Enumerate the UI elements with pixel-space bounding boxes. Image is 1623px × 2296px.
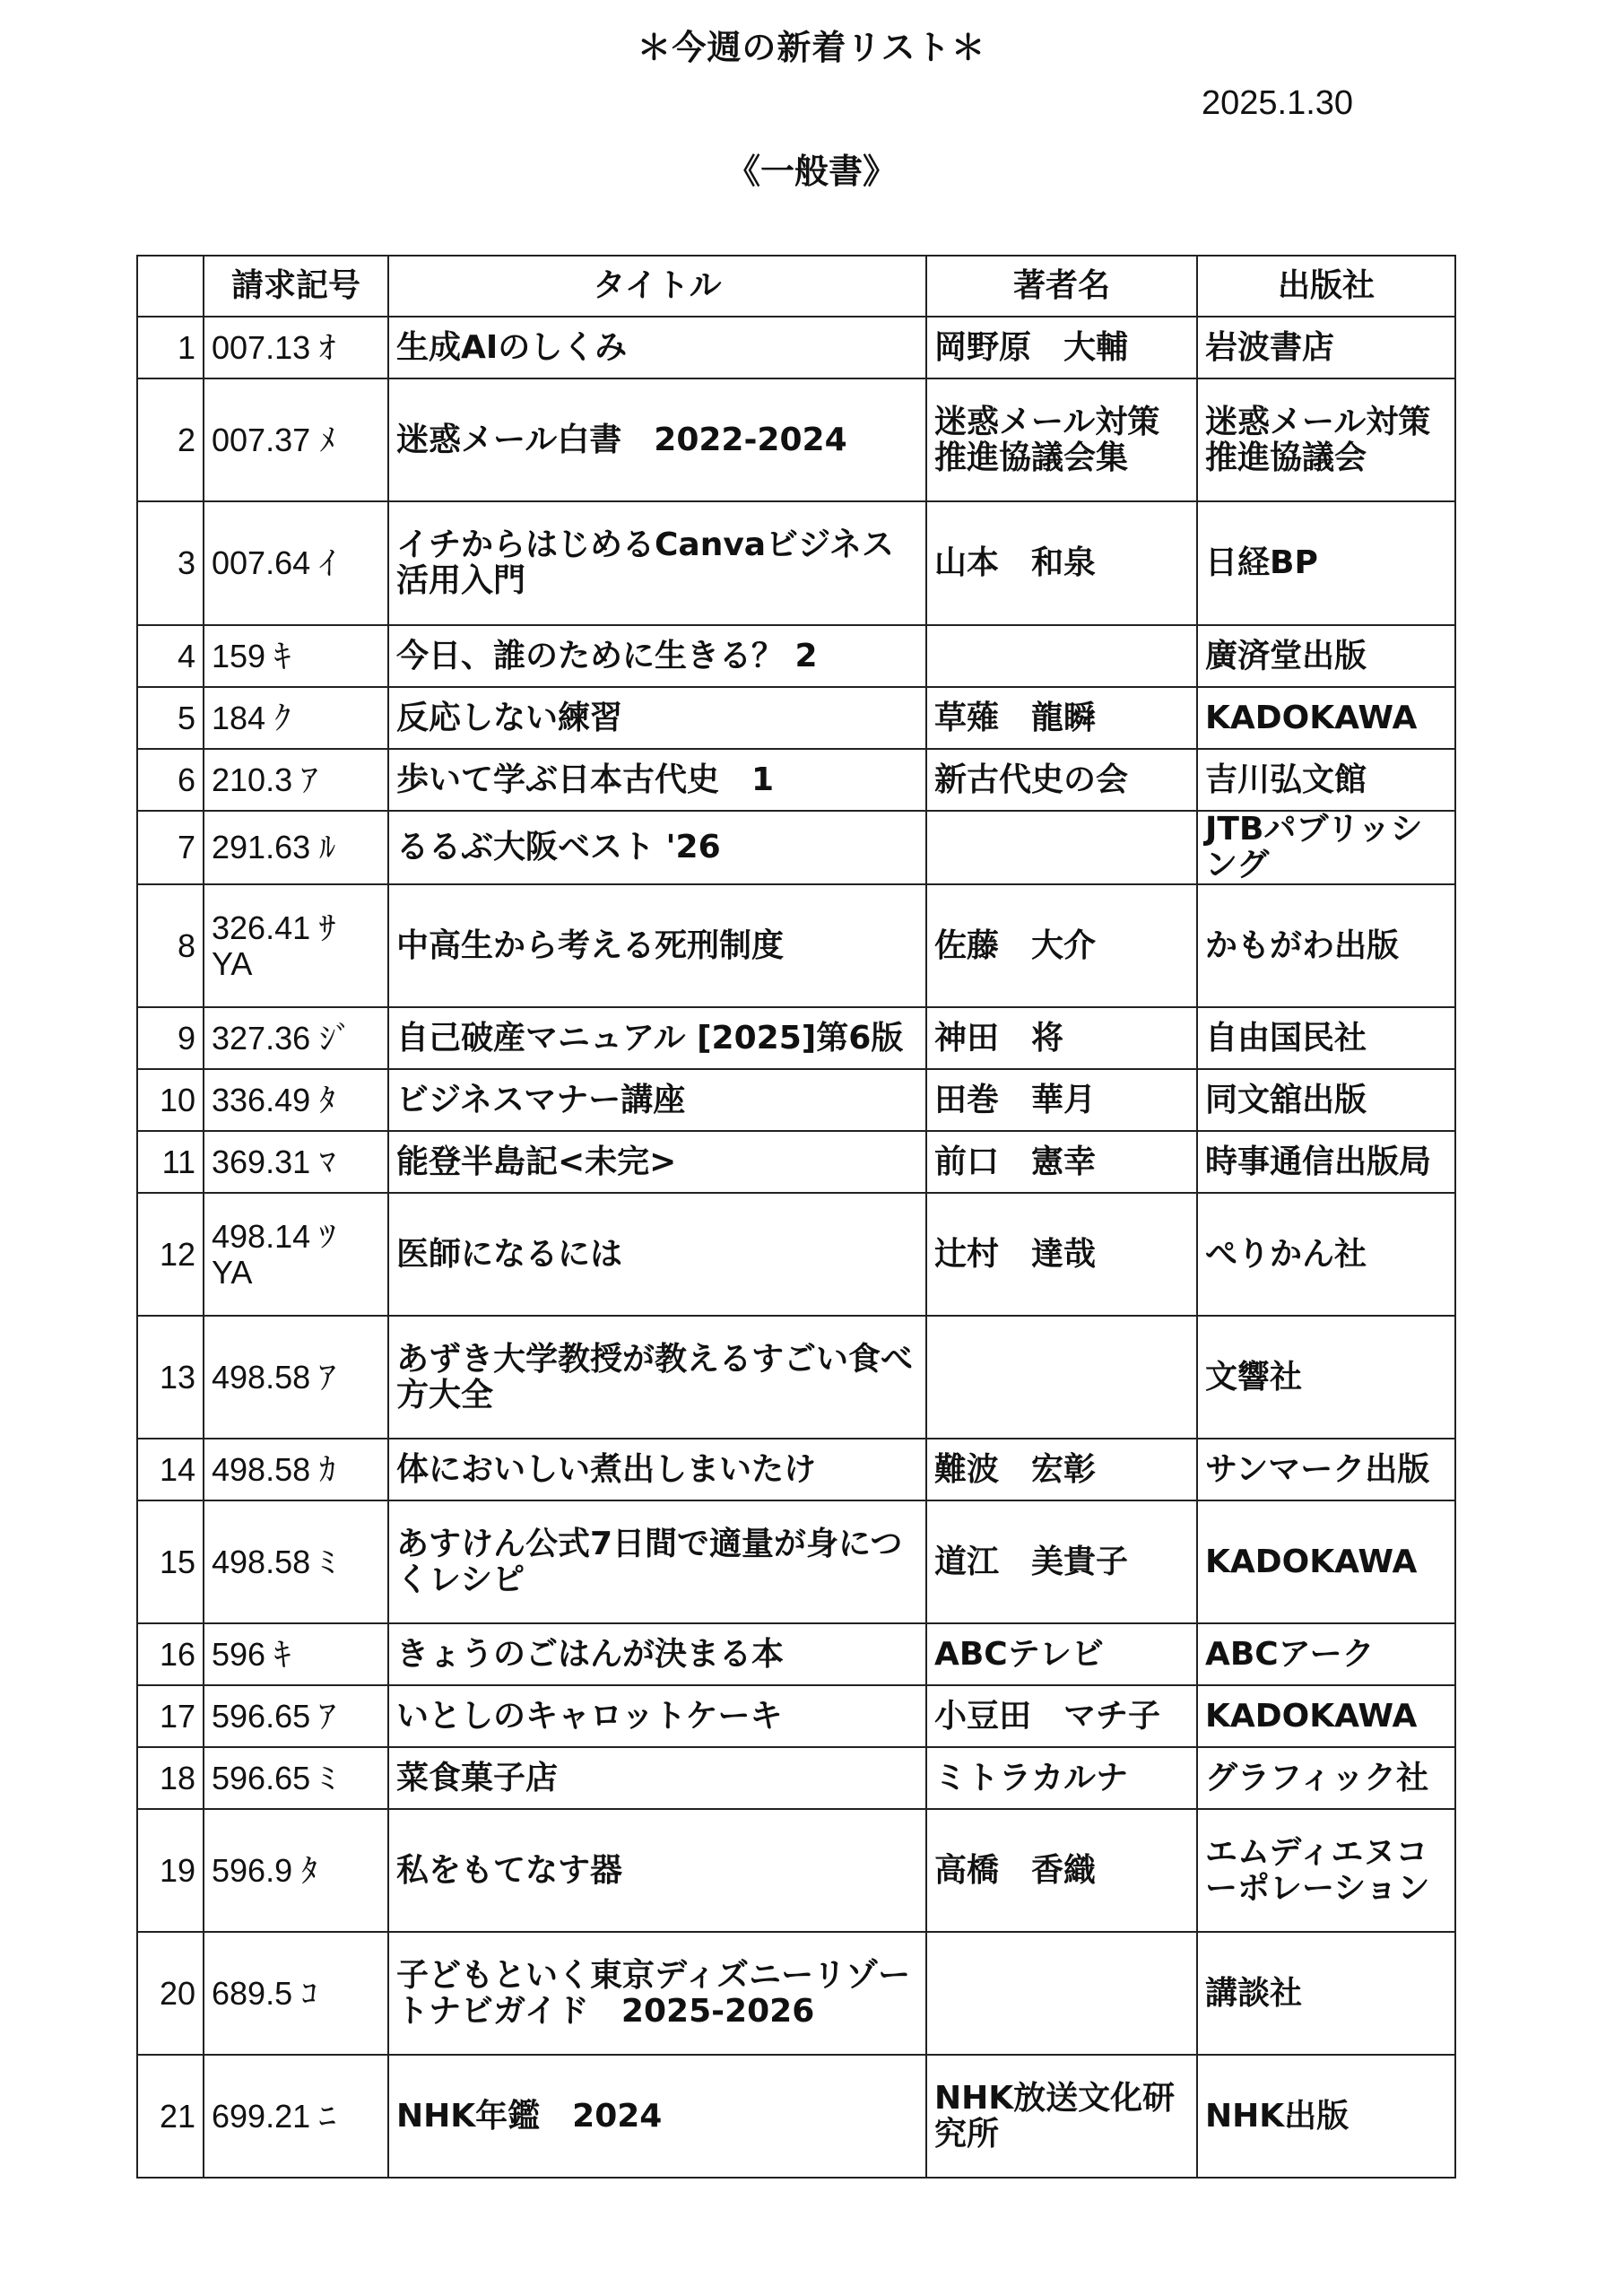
book-publisher: 講談社 <box>1197 1932 1455 2055</box>
table-row <box>137 317 1455 378</box>
book-title: きょうのごはんが決まる本 <box>388 1623 926 1685</box>
section-heading: 《一般書》 <box>725 152 897 191</box>
book-author: 新古代史の会 <box>926 749 1197 811</box>
book-author: 佐藤 大介 <box>926 884 1197 1007</box>
book-author: 高橋 香織 <box>926 1809 1197 1932</box>
call-number: 007.64 ｲ <box>204 501 388 625</box>
page-title: ＊今週の新着リスト＊ <box>637 28 986 67</box>
table-row <box>137 2055 1455 2178</box>
book-author: 田巻 華月 <box>926 1069 1197 1131</box>
table-row <box>137 1747 1455 1809</box>
book-publisher: JTBパブリッシング <box>1197 811 1455 884</box>
table-row <box>137 501 1455 625</box>
book-author: ミトラカルナ <box>926 1747 1197 1809</box>
call-number: 596.9 ﾀ <box>204 1809 388 1932</box>
book-publisher: KADOKAWA <box>1197 1685 1455 1747</box>
table-row <box>137 1069 1455 1131</box>
row-number: 16 <box>137 1623 204 1685</box>
table-row <box>137 1316 1455 1439</box>
book-author <box>926 625 1197 687</box>
row-number: 21 <box>137 2055 204 2178</box>
call-number: 596.65 ﾐ <box>204 1747 388 1809</box>
book-publisher: 岩波書店 <box>1197 317 1455 378</box>
row-number: 9 <box>137 1007 204 1069</box>
row-number: 8 <box>137 884 204 1007</box>
book-publisher: 自由国民社 <box>1197 1007 1455 1069</box>
table-row <box>137 1932 1455 2055</box>
call-number: 498.58 ﾐ <box>204 1500 388 1623</box>
book-author: 山本 和泉 <box>926 501 1197 625</box>
call-number: 596.65 ｱ <box>204 1685 388 1747</box>
list-date: 2025.1.30 <box>1202 84 1354 122</box>
call-number: 291.63 ﾙ <box>204 811 388 884</box>
row-number: 2 <box>137 378 204 501</box>
book-title: いとしのキャロットケーキ <box>388 1685 926 1747</box>
book-publisher: KADOKAWA <box>1197 1500 1455 1623</box>
book-title: 生成AIのしくみ <box>388 317 926 378</box>
book-author <box>926 1316 1197 1439</box>
book-title: 私をもてなす器 <box>388 1809 926 1932</box>
book-title: あずき大学教授が教えるすごい食べ方大全 <box>388 1316 926 1439</box>
book-author: 前口 憲幸 <box>926 1131 1197 1193</box>
book-publisher: KADOKAWA <box>1197 687 1455 749</box>
book-author: 道江 美貴子 <box>926 1500 1197 1623</box>
book-publisher: 吉川弘文館 <box>1197 749 1455 811</box>
table-row <box>137 1809 1455 1932</box>
book-author: NHK放送文化研究所 <box>926 2055 1197 2178</box>
table-row <box>137 1131 1455 1193</box>
book-title: 医師になるには <box>388 1193 926 1316</box>
book-publisher: 時事通信出版局 <box>1197 1131 1455 1193</box>
row-number: 12 <box>137 1193 204 1316</box>
table-row <box>137 1439 1455 1500</box>
book-title: 歩いて学ぶ日本古代史 1 <box>388 749 926 811</box>
call-number: 007.37 ﾒ <box>204 378 388 501</box>
row-number: 19 <box>137 1809 204 1932</box>
book-publisher: かもがわ出版 <box>1197 884 1455 1007</box>
table-row <box>137 378 1455 501</box>
book-author: 迷惑メール対策推進協議会集 <box>926 378 1197 501</box>
book-title: 反応しない練習 <box>388 687 926 749</box>
book-author: 難波 宏彰 <box>926 1439 1197 1500</box>
table-row <box>137 625 1455 687</box>
book-title: NHK年鑑 2024 <box>388 2055 926 2178</box>
row-number: 4 <box>137 625 204 687</box>
call-number: 699.21 ﾆ <box>204 2055 388 2178</box>
column-header-publisher: 出版社 <box>1197 256 1455 317</box>
row-number: 17 <box>137 1685 204 1747</box>
column-header-number <box>137 256 204 317</box>
row-number: 1 <box>137 317 204 378</box>
row-number: 10 <box>137 1069 204 1131</box>
row-number: 14 <box>137 1439 204 1500</box>
row-number: 15 <box>137 1500 204 1623</box>
book-publisher: 迷惑メール対策推進協議会 <box>1197 378 1455 501</box>
book-title: イチからはじめるCanvaビジネス活用入門 <box>388 501 926 625</box>
table-row <box>137 1623 1455 1685</box>
table-row <box>137 1685 1455 1747</box>
book-title: 今日、誰のために生きる？ 2 <box>388 625 926 687</box>
row-number: 6 <box>137 749 204 811</box>
call-number: 007.13 ｵ <box>204 317 388 378</box>
book-publisher: エムディエヌコーポレーション <box>1197 1809 1455 1932</box>
book-title: るるぶ大阪ベスト '26 <box>388 811 926 884</box>
column-header-title: タイトル <box>388 256 926 317</box>
table-row <box>137 749 1455 811</box>
book-publisher: ABCアーク <box>1197 1623 1455 1685</box>
row-number: 7 <box>137 811 204 884</box>
table-row <box>137 811 1455 884</box>
call-number: 498.58 ｶ <box>204 1439 388 1500</box>
table-row <box>137 1007 1455 1069</box>
book-author: 岡野原 大輔 <box>926 317 1197 378</box>
book-title: 能登半島記<未完> <box>388 1131 926 1193</box>
book-title: 中高生から考える死刑制度 <box>388 884 926 1007</box>
book-publisher: 廣済堂出版 <box>1197 625 1455 687</box>
table-row <box>137 1500 1455 1623</box>
call-number: 336.49 ﾀ <box>204 1069 388 1131</box>
new-books-table <box>136 255 1456 2179</box>
book-publisher: 日経BP <box>1197 501 1455 625</box>
row-number: 18 <box>137 1747 204 1809</box>
book-publisher: NHK出版 <box>1197 2055 1455 2178</box>
table-header-row <box>137 256 1455 317</box>
column-header-author: 著者名 <box>926 256 1197 317</box>
book-author <box>926 811 1197 884</box>
call-number: 210.3 ｱ <box>204 749 388 811</box>
row-number: 11 <box>137 1131 204 1193</box>
table-row <box>137 1193 1455 1316</box>
row-number: 20 <box>137 1932 204 2055</box>
book-publisher: 同文舘出版 <box>1197 1069 1455 1131</box>
book-title: 体においしい煮出しまいたけ <box>388 1439 926 1500</box>
call-number: 689.5 ｺ <box>204 1932 388 2055</box>
call-number: 326.41 ｻ YA <box>204 884 388 1007</box>
call-number: 369.31 ﾏ <box>204 1131 388 1193</box>
book-author: ABCテレビ <box>926 1623 1197 1685</box>
book-title: あすけん公式7日間で適量が身につくレシピ <box>388 1500 926 1623</box>
call-number: 159 ｷ <box>204 625 388 687</box>
book-title: 菜食菓子店 <box>388 1747 926 1809</box>
book-publisher: グラフィック社 <box>1197 1747 1455 1809</box>
table-row <box>137 884 1455 1007</box>
book-publisher: ぺりかん社 <box>1197 1193 1455 1316</box>
book-title: 自己破産マニュアル [2025]第6版 <box>388 1007 926 1069</box>
book-title: 子どもといく東京ディズニーリゾートナビガイド 2025-2026 <box>388 1932 926 2055</box>
book-publisher: 文響社 <box>1197 1316 1455 1439</box>
call-number: 498.14 ﾂ YA <box>204 1193 388 1316</box>
book-author: 小豆田 マチ子 <box>926 1685 1197 1747</box>
call-number: 596 ｷ <box>204 1623 388 1685</box>
book-author: 草薙 龍瞬 <box>926 687 1197 749</box>
row-number: 13 <box>137 1316 204 1439</box>
call-number: 498.58 ｱ <box>204 1316 388 1439</box>
call-number: 184 ｸ <box>204 687 388 749</box>
column-header-call-number: 請求記号 <box>204 256 388 317</box>
book-author: 神田 将 <box>926 1007 1197 1069</box>
book-title: ビジネスマナー講座 <box>388 1069 926 1131</box>
book-author: 辻村 達哉 <box>926 1193 1197 1316</box>
book-title: 迷惑メール白書 2022-2024 <box>388 378 926 501</box>
row-number: 3 <box>137 501 204 625</box>
call-number: 327.36 ｼﾞ <box>204 1007 388 1069</box>
book-author <box>926 1932 1197 2055</box>
book-publisher: サンマーク出版 <box>1197 1439 1455 1500</box>
table-row <box>137 687 1455 749</box>
row-number: 5 <box>137 687 204 749</box>
